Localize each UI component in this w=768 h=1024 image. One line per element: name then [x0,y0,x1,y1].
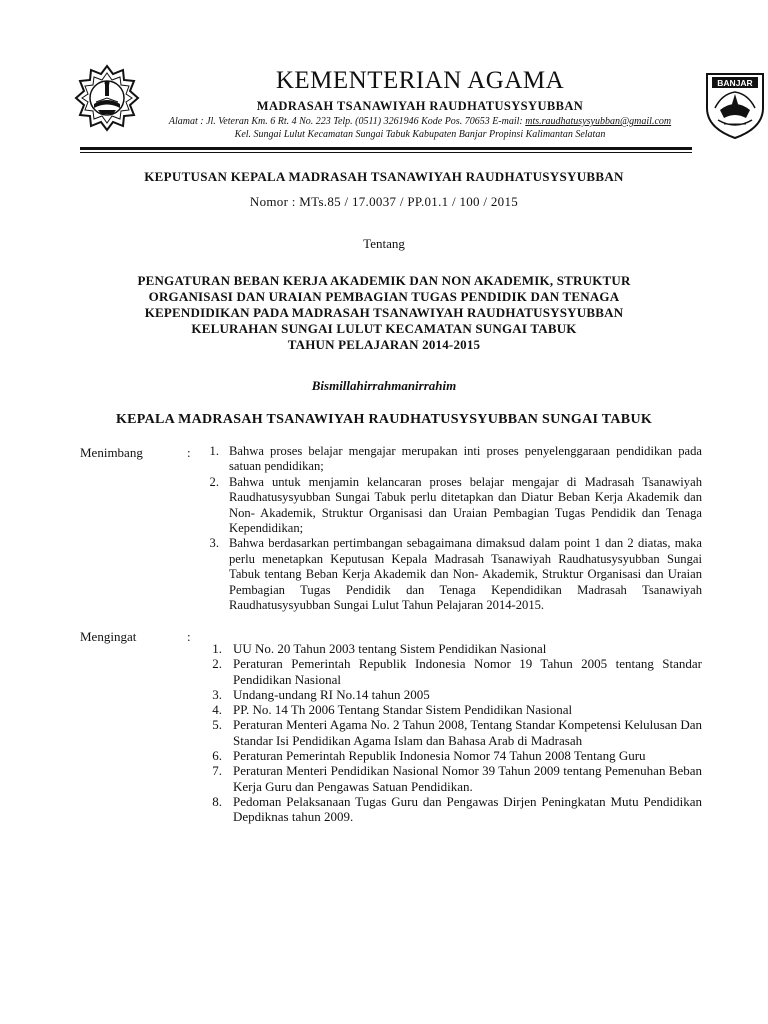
letterhead [150,66,690,141]
item-number: 2. [212,656,222,672]
bismillah: Bismillahirrahmanirrahim [311,378,457,393]
subject-line: TAHUN PELAJARAN 2014-2015 [287,337,481,352]
item-number: 2. [209,474,219,489]
about-label: Tentang [363,236,405,251]
decision-subject [60,273,708,353]
head-title: KEPALA MADRASAH TSANAWIYAH RAUDHATUSYSYUBBAN SUNGAI TABUK [115,412,653,427]
address-line-2: Kel. Sungai Lulut Kecamatan Sungai Tabuk Kabupaten Banjar Propinsi Kalimantan Selatan [234,129,606,140]
item-number: 1. [209,444,219,458]
letterhead-rule-thin [80,152,692,153]
item-number: 3. [209,536,219,551]
item-number: 4. [212,702,222,718]
email-link[interactable]: mts.raudhatusysyubban@gmail.com [525,116,672,127]
list-item [200,763,702,794]
item-number: 1. [212,641,222,656]
decision-title: KEPUTUSAN KEPALA MADRASAH TSANAWIYAH RAUDHATUSYSYUBBAN [144,169,624,184]
item-text: Undang-undang RI No.14 tahun 2005 [233,686,430,702]
school-name: MADRASAH TSANAWIYAH RAUDHATUSYSYUBBAN [256,99,584,113]
list-item [200,641,702,656]
banjar-label: BANJAR [717,78,753,88]
list-item [200,536,702,613]
list-item [200,717,702,748]
kementerian-agama-emblem-icon [72,64,142,132]
item-text: Peraturan Menteri Agama No. 2 Tahun 2008, Tentang Standar Kompetensi Kelulusan Dan Standar Isi Pendidikan Agama Islam dan Bahasa Arab di Madrasah [233,717,702,748]
list-item [200,656,702,687]
mengingat-colon: : [187,629,191,644]
menimbang-colon: : [187,445,191,460]
subject-line: KELURAHAN SUNGAI LULUT KECAMATAN SUNGAI TABUK [191,321,577,336]
item-number: 3. [212,686,222,702]
mengingat-list [200,641,702,825]
list-item [200,687,702,702]
address-line-1 [150,115,690,128]
list-item [200,444,702,475]
item-text: Bahwa proses belajar mengajar merupakan inti proses penyelenggaraan pendidikan pada satuan pendidikan; [229,444,702,474]
item-text: PP. No. 14 Th 2006 Tentang Standar Sistem Pendidikan Nasional [233,702,573,718]
letterhead-rule-thick [80,147,692,150]
kabupaten-banjar-emblem-icon [702,68,768,140]
item-text: Bahwa berdasarkan pertimbangan sebagaimana dimaksud dalam point 1 dan 2 diatas, maka perlu menetapkan Keputusan Kepala Madrasah Tsanawiyah Raudhatusysyubban Sungai Tabuk tentang Beban Kerja Akademik dan Non- Akademik, Struktur Organisasi dan Uraian Pembagian Tugas Pendidik dan Tenaga Kependidikan Madrasah Tsanawiyah Raudhatusysyubban Sungai Lulut Tahun Pelajaran 2014-2015. [229,536,702,613]
mengingat-label: Mengingat [80,629,137,644]
decision-number: Nomor : MTs.85 / 17.0037 / PP.01.1 / 100 / 2015 [249,194,519,209]
item-text: Peraturan Menteri Pendidikan Nasional Nomor 39 Tahun 2009 tentang Pemenuhan Beban Kerja Guru dan Pengawas Satuan Pendidikan. [233,763,702,794]
subject-line: ORGANISASI DAN URAIAN PEMBAGIAN TUGAS PENDIDIK DAN TENAGA [148,289,620,304]
item-text: Pedoman Pelaksanaan Tugas Guru dan Pengawas Dirjen Peningkatan Mutu Pendidikan Depdiknas tahun 2009. [233,793,702,825]
item-number: 5. [212,717,222,733]
address-text: Alamat : Jl. Veteran Km. 6 Rt. 4 No. 223 Telp. (0511) 3261946 Kode Pos. 70653 E-mail: [168,116,526,127]
menimbang-label: Menimbang [80,445,143,460]
item-text: Peraturan Pemerintah Republik Indonesia Nomor 19 Tahun 2005 tentang Standar Pendidikan Nasional [233,656,702,687]
subject-line: PENGATURAN BEBAN KERJA AKADEMIK DAN NON AKADEMIK, STRUKTUR [137,273,631,288]
list-item [200,748,702,763]
item-text: Bahwa untuk menjamin kelancaran proses belajar mengajar di Madrasah Tsanawiyah Raudhatusysyubban Sungai Tabuk perlu ditetapkan dan Diatur Beban Kerja Akademik dan Non- Akademik, Struktur Organisasi dan Uraian Pembagian Tugas Pendidik dan Tenaga Kependidikan; [229,474,702,536]
list-item [200,702,702,717]
item-text: UU No. 20 Tahun 2003 tentang Sistem Pendidikan Nasional [233,641,547,656]
list-item [200,794,702,825]
menimbang-list [200,444,702,613]
item-number: 7. [212,763,222,779]
subject-line: KEPENDIDIKAN PADA MADRASAH TSANAWIYAH RAUDHATUSYSYUBBAN [144,305,624,320]
list-item [200,475,702,537]
item-number: 8. [212,793,222,809]
item-text: Peraturan Pemerintah Republik Indonesia Nomor 74 Tahun 2008 Tentang Guru [233,748,646,764]
item-number: 6. [212,748,222,764]
ministry-name: KEMENTERIAN AGAMA [275,67,565,94]
